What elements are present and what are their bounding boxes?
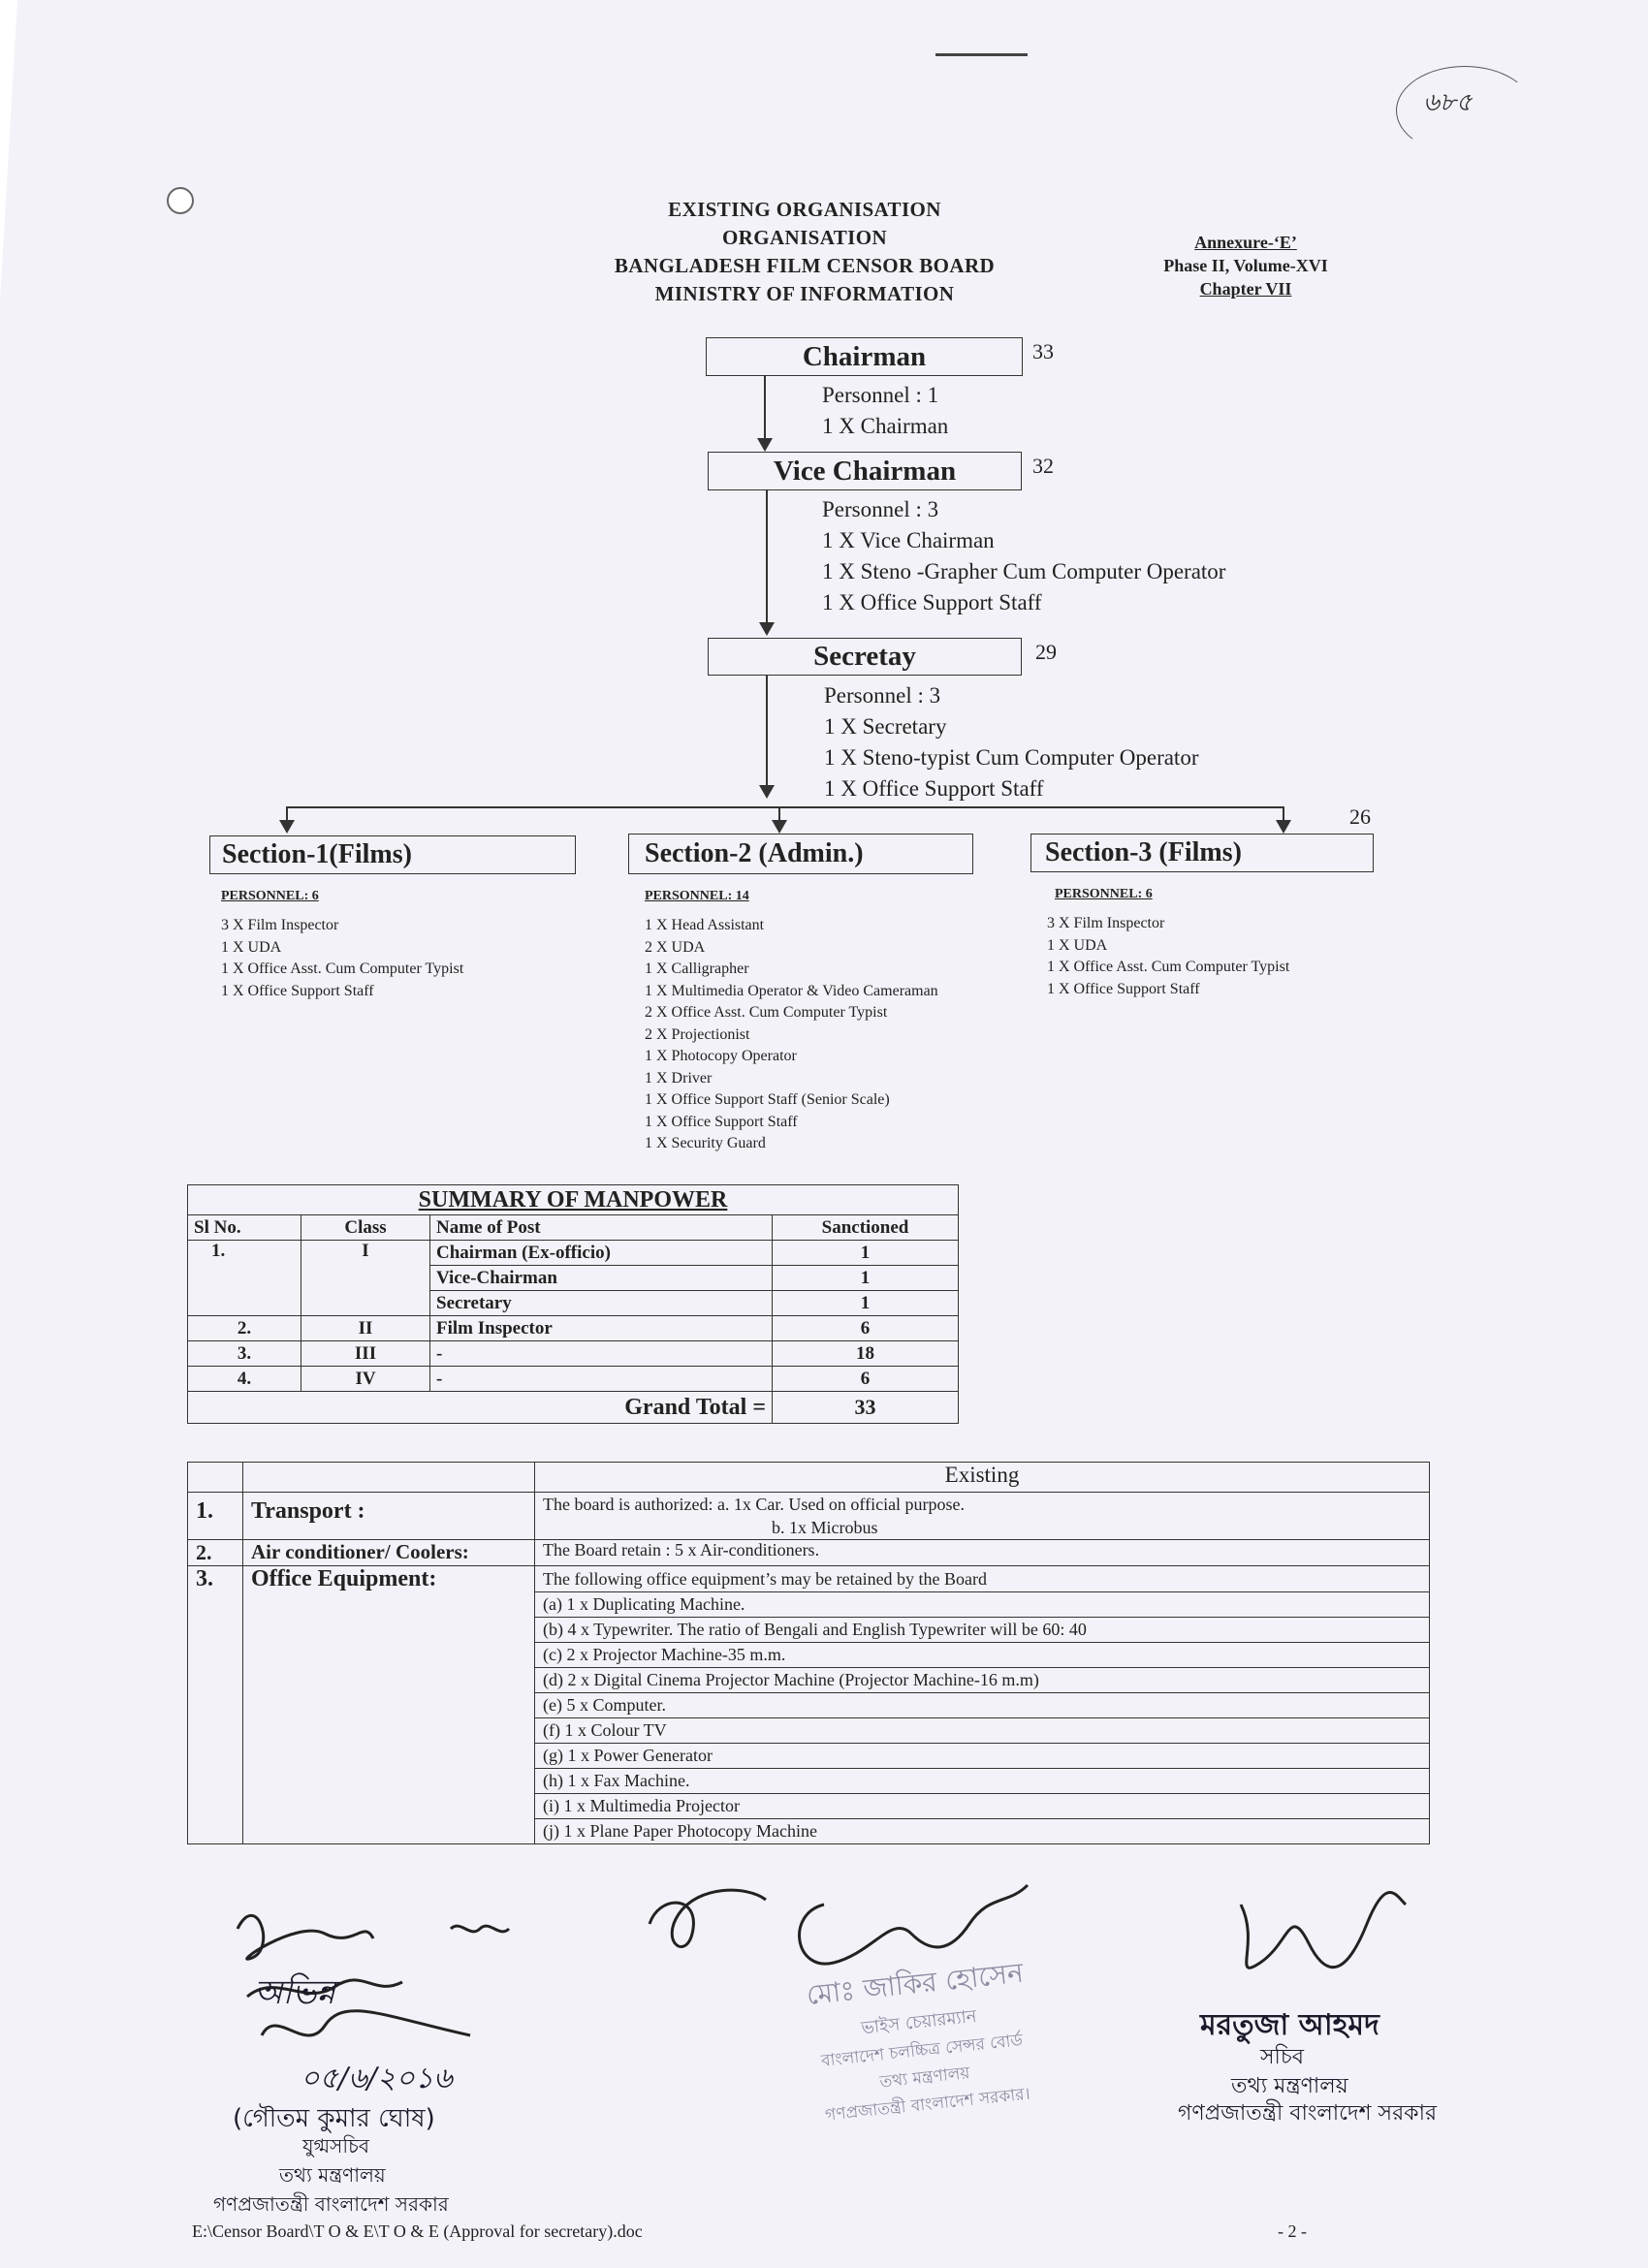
- annexure-line-3: Chapter VII: [1199, 279, 1292, 299]
- table-title: SUMMARY OF MANPOWER: [188, 1185, 959, 1215]
- annexure-label: [1125, 231, 1367, 300]
- class-cell: IV: [301, 1367, 430, 1392]
- stamp-government: গণপ্রজাতন্ত্রী বাংলাদেশ সরকার।: [824, 2084, 1031, 2126]
- section-3-personnel: PERSONNEL: 6: [1055, 887, 1153, 901]
- header-line-2: ORGANISATION: [721, 226, 888, 249]
- vice-chairman-personnel: [822, 494, 1225, 618]
- list-item: 1 X Head Assistant: [645, 917, 765, 933]
- list-item: 1 X Office Support Staff: [645, 1113, 798, 1130]
- list-item: (a) 1 x Duplicating Machine.: [535, 1592, 1429, 1618]
- row-number: 2.: [188, 1540, 243, 1566]
- table-row: [188, 1316, 959, 1341]
- transport-text: [535, 1493, 1430, 1540]
- chairman-personnel: [822, 380, 948, 442]
- secretary-personnel: [824, 680, 1199, 804]
- column-header: Sanctioned: [773, 1215, 959, 1241]
- left-note: অভিন্ন: [254, 1973, 335, 2012]
- list-item: 2 X Projectionist: [645, 1025, 750, 1043]
- connector-line: [764, 376, 766, 442]
- list-item: (i) 1 x Multimedia Projector: [535, 1794, 1429, 1819]
- connector-arrow: [759, 622, 775, 636]
- section-3-box: Section-3 (Films): [1030, 834, 1374, 872]
- personnel-count: Personnel : 3: [822, 497, 939, 521]
- vice-chairman-box: Vice Chairman: [708, 452, 1022, 490]
- class-cell: II: [301, 1316, 430, 1341]
- existing-header: Existing: [535, 1463, 1430, 1493]
- page-corner-cut: [0, 0, 17, 300]
- aircon-text: The Board retain : 5 x Air-conditioners.: [535, 1540, 1430, 1566]
- post-cell: Secretary: [430, 1291, 773, 1316]
- transport-row: [188, 1493, 1430, 1540]
- chairman-count: 33: [1032, 339, 1054, 363]
- table-row: [188, 1241, 959, 1266]
- row-label: Air conditioner/ Coolers:: [243, 1540, 535, 1566]
- transport-line-1: The board is authorized: a. 1x Car. Used on official purpose.: [543, 1495, 966, 1514]
- branch-arrow: [772, 820, 787, 834]
- vice-chairman-count: 32: [1032, 454, 1054, 478]
- page-number: - 2 -: [1278, 2221, 1307, 2241]
- footer-file-path: E:\Censor Board\T O & E\T O & E (Approval for secretary).doc: [192, 2221, 643, 2241]
- personnel-item: 1 X Vice Chairman: [822, 528, 995, 552]
- personnel-count: Personnel : 3: [824, 683, 941, 708]
- personnel-item: 1 X Steno -Grapher Cum Computer Operator: [822, 559, 1226, 583]
- margin-handwritten-number: ৬৮৫: [1423, 88, 1473, 117]
- office-equipment-row: [188, 1566, 1430, 1844]
- list-item: 1 X Office Support Staff: [221, 982, 374, 999]
- table-row: [188, 1341, 959, 1367]
- right-signature: [1221, 1885, 1415, 1992]
- left-title: যুগ্মসচিব: [302, 2134, 369, 2158]
- post-cell: Chairman (Ex-officio): [430, 1241, 773, 1266]
- branch-line: [286, 806, 1284, 808]
- column-header: Sl No.: [188, 1215, 301, 1241]
- sl-cell: 2.: [188, 1316, 301, 1341]
- connector-arrow: [759, 785, 775, 799]
- row-number: 3.: [188, 1566, 243, 1844]
- list-item: (b) 4 x Typewriter. The ratio of Bengali and English Typewriter will be 60: 40: [535, 1618, 1429, 1643]
- right-ministry: তথ্য মন্ত্রণালয়: [1231, 2074, 1348, 2098]
- annexure-line-2: Phase II, Volume-XVI: [1163, 256, 1328, 275]
- class-cell: III: [301, 1341, 430, 1367]
- post-cell: -: [430, 1341, 773, 1367]
- row-label: Office Equipment:: [243, 1566, 535, 1844]
- branch-arrow: [1276, 820, 1291, 834]
- sanctioned-cell: 6: [773, 1316, 959, 1341]
- sanctioned-cell: 1: [773, 1241, 959, 1266]
- list-item: 1 X Office Asst. Cum Computer Typist: [221, 961, 464, 977]
- list-item: 2 X UDA: [645, 938, 706, 956]
- aircon-row: [188, 1540, 1430, 1566]
- list-item: (j) 1 x Plane Paper Photocopy Machine: [543, 1821, 817, 1841]
- list-item: 1 X Photocopy Operator: [645, 1048, 797, 1064]
- table-row: [188, 1367, 959, 1392]
- personnel-item: 1 X Secretary: [824, 714, 947, 739]
- column-header: Name of Post: [430, 1215, 773, 1241]
- row-label: Transport :: [243, 1493, 535, 1540]
- row-number: 1.: [188, 1493, 243, 1540]
- list-item: 1 X Driver: [645, 1069, 713, 1087]
- stamp-ministry: তথ্য মন্ত্রণালয়: [878, 2063, 971, 2093]
- sanctioned-cell: 6: [773, 1367, 959, 1392]
- annexure-line-1: Annexure-‘E’: [1194, 233, 1297, 252]
- right-title: সচিব: [1260, 2045, 1304, 2069]
- grand-total-value: 33: [773, 1392, 959, 1424]
- class-cell: I: [301, 1241, 430, 1316]
- transport-line-2: b. 1x Microbus: [772, 1518, 878, 1537]
- manpower-summary-table: [187, 1184, 959, 1424]
- sections-count: 26: [1349, 804, 1371, 829]
- stamp-office: বাংলাদেশ চলচ্চিত্র সেন্সর বোর্ড: [820, 2031, 1024, 2071]
- section-1-personnel: PERSONNEL: 6: [221, 889, 319, 903]
- margin-circle: [1396, 66, 1534, 155]
- personnel-item: 1 X Office Support Staff: [824, 776, 1044, 801]
- stamp-name: মোঃ জাকির হোসেন: [805, 1956, 1026, 2011]
- personnel-count: Personnel : 1: [822, 383, 939, 407]
- sanctioned-cell: 18: [773, 1341, 959, 1367]
- post-cell: Vice-Chairman: [430, 1266, 773, 1291]
- sl-cell: 3.: [188, 1341, 301, 1367]
- left-name: (গৌতম কুমার ঘোষ): [233, 2104, 435, 2133]
- post-cell: Film Inspector: [430, 1316, 773, 1341]
- list-item: 1 X Office Support Staff: [1047, 980, 1200, 997]
- connector-line: [766, 676, 768, 796]
- branch-arrow: [279, 820, 295, 834]
- grand-total-label: Grand Total =: [188, 1392, 773, 1424]
- left-government: গণপ্রজাতন্ত্রী বাংলাদেশ সরকার: [213, 2192, 449, 2216]
- list-item: 3 X Film Inspector: [1047, 915, 1165, 931]
- list-item: (h) 1 x Fax Machine.: [535, 1769, 1429, 1794]
- list-item: (f) 1 x Colour TV: [535, 1718, 1429, 1744]
- section-1-list: [221, 915, 463, 1002]
- secretary-box: Secretay: [708, 638, 1022, 676]
- office-intro: The following office equipment’s may be retained by the Board: [535, 1566, 1429, 1592]
- list-item: (e) 5 x Computer.: [535, 1693, 1429, 1718]
- section-2-personnel: PERSONNEL: 14: [645, 889, 749, 903]
- list-item: 1 X Security Guard: [645, 1135, 766, 1151]
- connector-line: [766, 490, 768, 624]
- header-line-3: BANGLADESH FILM CENSOR BOARD: [614, 254, 996, 277]
- list-item: 1 X Calligrapher: [645, 961, 749, 977]
- section-3-list: [1047, 913, 1289, 1000]
- office-equipment-list: [535, 1566, 1430, 1844]
- top-mark: [935, 53, 1028, 56]
- list-item: 2 X Office Asst. Cum Computer Typist: [645, 1004, 888, 1021]
- personnel-item: 1 X Chairman: [822, 414, 949, 438]
- punch-hole: [167, 187, 194, 214]
- connector-arrow: [757, 438, 773, 452]
- existing-equipment-table: [187, 1462, 1430, 1844]
- post-cell: -: [430, 1367, 773, 1392]
- right-government: গণপ্রজাতন্ত্রী বাংলাদেশ সরকার: [1178, 2101, 1438, 2126]
- sl-cell: 4.: [188, 1367, 301, 1392]
- document-header: [543, 196, 1066, 308]
- stamp-title: ভাইস চেয়ারম্যান: [860, 2005, 978, 2039]
- secretary-count: 29: [1035, 640, 1057, 664]
- left-ministry: তথ্য মন্ত্রণালয়: [279, 2163, 386, 2187]
- official-stamp: [758, 1947, 1083, 2136]
- header-line-1: EXISTING ORGANISATION: [668, 198, 941, 221]
- list-item: (g) 1 x Power Generator: [535, 1744, 1429, 1769]
- list-item: 1 X Multimedia Operator & Video Cameraman: [645, 982, 938, 999]
- list-item: 1 X UDA: [221, 938, 282, 956]
- sl-cell: 1.: [188, 1241, 301, 1316]
- list-item: 1 X Office Support Staff (Senior Scale): [645, 1091, 890, 1108]
- list-item: 1 X Office Asst. Cum Computer Typist: [1047, 959, 1290, 975]
- right-name: মরতুজা আহমদ: [1200, 2008, 1379, 2042]
- list-item: 3 X Film Inspector: [221, 917, 339, 933]
- sanctioned-cell: 1: [773, 1291, 959, 1316]
- left-date: ০৫/৬/২০১৬: [301, 2062, 453, 2095]
- sanctioned-cell: 1: [773, 1266, 959, 1291]
- column-header: Class: [301, 1215, 430, 1241]
- personnel-item: 1 X Office Support Staff: [822, 590, 1042, 614]
- section-2-list: [645, 915, 938, 1155]
- total-row: [188, 1392, 959, 1424]
- list-item: 1 X UDA: [1047, 936, 1108, 954]
- section-2-box: Section-2 (Admin.): [628, 834, 973, 874]
- chairman-box: Chairman: [706, 337, 1023, 376]
- list-item: (c) 2 x Projector Machine-35 m.m.: [535, 1643, 1429, 1668]
- personnel-item: 1 X Steno-typist Cum Computer Operator: [824, 745, 1199, 770]
- section-1-box: Section-1(Films): [209, 835, 576, 874]
- list-item: (d) 2 x Digital Cinema Projector Machine (Projector Machine-16 m.m): [535, 1668, 1429, 1693]
- header-line-4: MINISTRY OF INFORMATION: [654, 282, 955, 305]
